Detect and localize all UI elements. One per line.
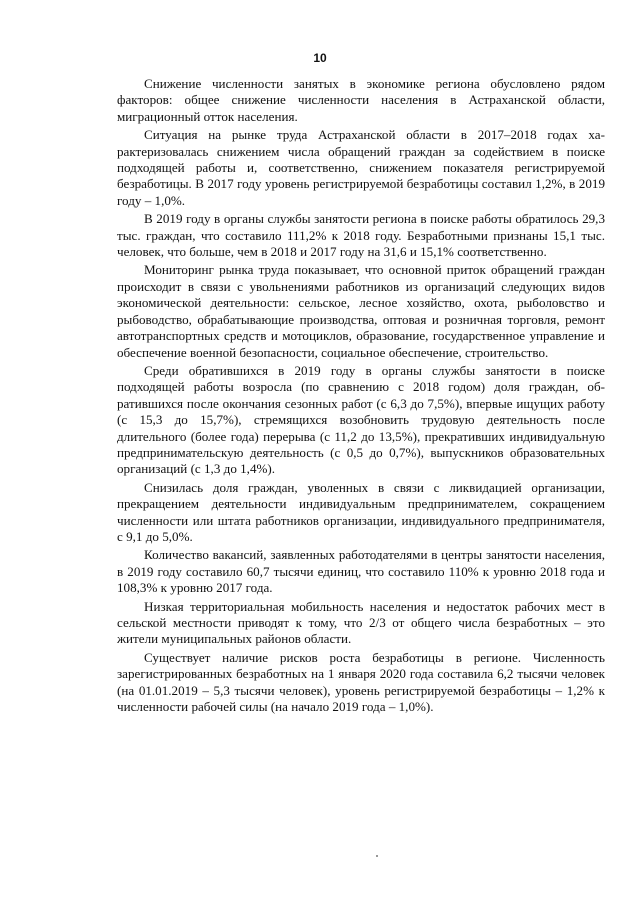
document-body [117,76,605,717]
paragraph-dismissed-share: Снизилась доля граждан, уволенных в связи с ликвидацией организации, прекращением деятельности индивидуальным предпринимателем, сокращением численности или штата работников организации, индивидуального предпринимателя, с 9,1 до 5,0%. [117,479,605,544]
page-number: 10 [313,51,327,65]
paragraph-mobility: Низкая территориальная мобильность населения и недостаток рабочих мест в сельской местности приводят к тому, что 2/3 от общего числа безработных – это жители муниципальных районов области. [117,598,605,647]
paragraph-labor-market-2017-2018: Ситуация на рынке труда Астраханской области в 2017–2018 годах характеризовалась снижением числа обращений граждан за содействием в поиске подходящей работы и, соответственно, снижением показателя регистрируемой безработицы. В 2017 году уровень регистрируемой безработицы составил 1,2%, в 2019 году – 1,0%. [117,127,605,208]
paragraph-vacancies: Количество вакансий, заявленных работодателями в центры занятости населения, в 2019 году составило 60,7 тысячи единиц, что составило 110% к уровню 2018 года и 108,3% к уровню 2017 года. [117,547,605,596]
paragraph-applicants-2019: В 2019 году в органы службы занятости региона в поиске работы обратилось 29,3 тыс. граждан, что составило 111,2% к 2018 году. Безработными признаны 15,1 тыс. человек, что больше, чем в 2018 и 2017 году на 31,6 и 15,1% соответственно. [117,211,605,260]
scan-speck [376,855,378,857]
paragraph-monitoring: Мониторинг рынка труда показывает, что основной приток обращений граждан происходит в связи с увольнениями работников из организаций следующих видов экономической деятельности: сельское, лесное хозяйство, охота, рыболовство и рыбоводство, обрабатывающие производства, оптовая и розничная торговля, ремонт автотранспортных средств и мотоциклов, образование, государственное управление и обеспечение военной безопасности, социальное обеспечение, строительство. [117,262,605,360]
paragraph-employment-decline: Снижение численности занятых в экономике региона обусловлено рядом факторов: общее снижение численности населения в Астраханской области, миграционный отток населения. [117,76,605,124]
paragraph-unemployment-risks: Существует наличие рисков роста безработицы в регионе. Численность зарегистрированных безработных на 1 января 2020 года составила 6,2 тысячи человек (на 01.01.2019 – 5,3 тысячи человек), уровень регистрируемой безработицы – 1,2% к численности рабочей силы (на начало 2019 года – 1,0%). [117,649,605,715]
paragraph-applicant-shares: Среди обратившихся в 2019 году в органы службы занятости в поиске подходящей работы возросла (по сравнению с 2018 годом) доля граждан, обратившихся после окончания сезонных работ (с 6,3 до 7,5%), впервые ищущих работу (с 15,3 до 15,7%), стремящихся возобновить трудовую деятельность после длительного (более года) перерыва (с 11,2 до 13,5%), прекративших индивидуальную предпринимательскую деятельность (с 0,5 до 0,7%), выпускников образовательных организаций (с 1,3 до 1,4%). [117,362,605,477]
